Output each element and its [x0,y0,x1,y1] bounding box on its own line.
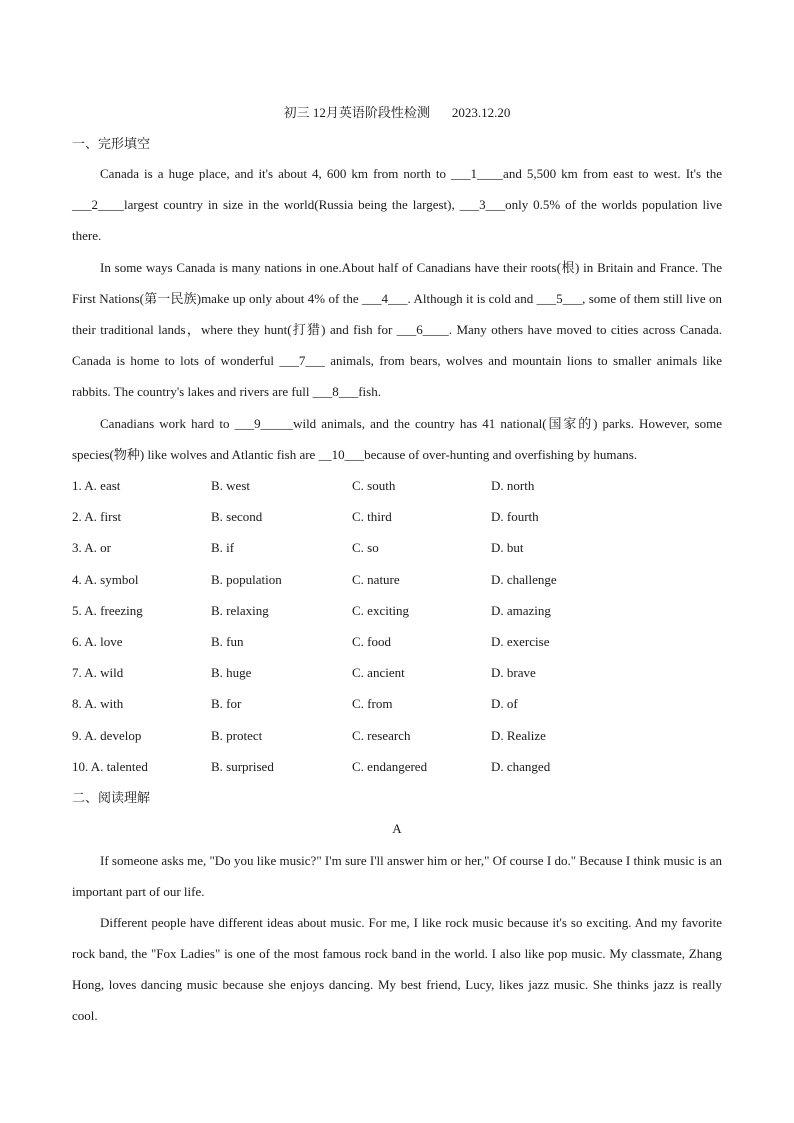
cloze-paragraph-2: In some ways Canada is many nations in one.About half of Canadians have their roots(根) in Britain and France. The First Nations(第一民族)make up only about 4% of the ___4___. Although it is cold and ___5___, some of them still live on their traditional lands，where they hunt(打猎) and fish for ___6____. Many others have moved to cities across Canada. Canada is home to lots of wonderful ___7___ animals, from bears, wolves and mountain lions to smaller animals like rabbits. The country's lakes and rivers are full ___8___fish. [72,260,722,399]
option-a: 2. A. first [72,509,122,524]
option-d: D. exercise [491,634,550,649]
option-a: 7. A. wild [72,665,124,680]
option-d: D. changed [491,759,551,774]
option-b: B. protect [211,728,263,743]
option-d: D. Realize [491,728,546,743]
reading-paragraph-1: If someone asks me, "Do you like music?" I'm sure I'll answer him or her," Of course I do." Because I think music is an important part of our life. [72,853,722,899]
option-row [72,538,722,558]
option-b: B. population [211,572,282,587]
option-c: C. third [352,509,392,524]
section1-heading: 一、完形填空 [72,136,151,151]
title-date: 2023.12.20 [451,105,511,120]
option-a: 9. A. develop [72,728,142,743]
reading-paragraph-2: Different people have different ideas about music. For me, I like rock music because it's so exciting. And my favorite rock band, the "Fox Ladies" is one of the most famous rock band in the world. I also like pop music. My classmate, Zhang Hong, loves dancing music because she enjoys dancing. My best friend, Lucy, likes jazz music. She thinks jazz is really cool. [72,915,722,1023]
option-a: 4. A. symbol [72,572,139,587]
option-a: 8. A. with [72,696,124,711]
option-b: B. west [211,478,250,493]
option-row [72,663,722,683]
option-row [72,726,722,746]
option-c: C. so [352,540,379,555]
option-b: B. huge [211,665,252,680]
option-c: C. south [352,478,396,493]
option-d: D. amazing [491,603,551,618]
option-b: B. fun [211,634,244,649]
option-a: 10. A. talented [72,759,148,774]
option-row [72,570,722,590]
option-d: D. fourth [491,509,539,524]
option-b: B. surprised [211,759,274,774]
option-row [72,694,722,714]
option-d: D. but [491,540,524,555]
option-c: C. exciting [352,603,410,618]
section2-heading: 二、阅读理解 [72,790,151,805]
option-d: D. north [491,478,535,493]
title-text: 初三 12月英语阶段性检测 [283,105,430,120]
option-b: B. for [211,696,242,711]
option-b: B. if [211,540,235,555]
option-a: 6. A. love [72,634,123,649]
option-d: D. challenge [491,572,557,587]
option-a: 3. A. or [72,540,111,555]
option-row [72,757,722,777]
option-row [72,632,722,652]
option-row [72,601,722,621]
option-b: B. relaxing [211,603,269,618]
option-row [72,476,722,496]
cloze-paragraph-1: Canada is a huge place, and it's about 4, 600 km from north to ___1____and 5,500 km from east to west. It's the ___2____largest country in size in the world(Russia being the largest), ___3___only 0.5% of the worlds population live there. [72,166,722,243]
page-title [0,103,794,123]
option-c: C. nature [352,572,400,587]
option-c: C. from [352,696,393,711]
option-a: 1. A. east [72,478,121,493]
passage-label: A [392,821,402,836]
option-c: C. endangered [352,759,428,774]
option-a: 5. A. freezing [72,603,143,618]
option-b: B. second [211,509,263,524]
cloze-paragraph-3: Canadians work hard to ___9_____wild animals, and the country has 41 national(国家的) parks. However, some species(物种) like wolves and Atlantic fish are __10___because of over-hunting and overfishing by humans. [72,416,722,462]
option-c: C. food [352,634,391,649]
option-d: D. of [491,696,518,711]
option-c: C. ancient [352,665,405,680]
option-d: D. brave [491,665,536,680]
option-row [72,507,722,527]
option-c: C. research [352,728,411,743]
